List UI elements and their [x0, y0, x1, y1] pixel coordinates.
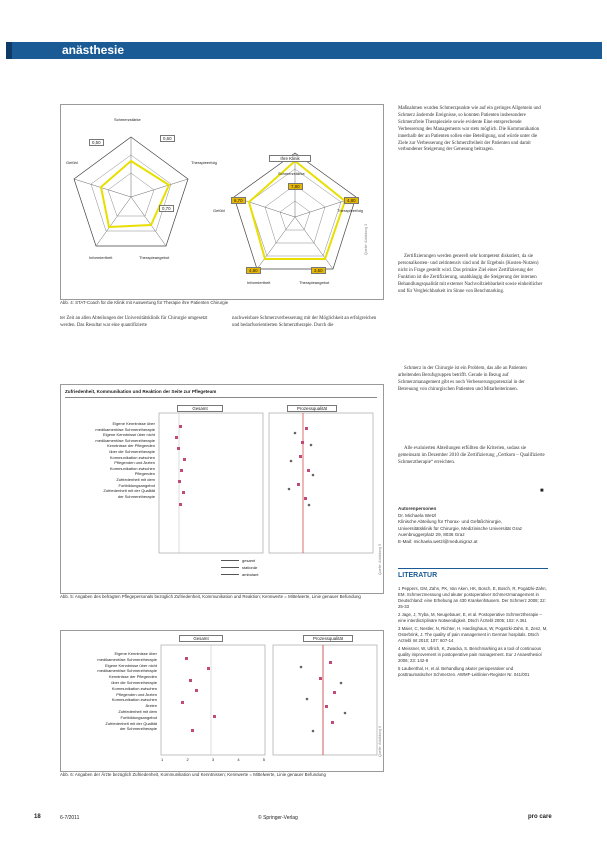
legend-item: ambulant: [242, 572, 259, 577]
radar-left-value-3: 0,70: [159, 205, 174, 212]
figure-radar: [60, 104, 384, 300]
radar-right-value-3: 4,80: [344, 197, 359, 204]
radar-left-label-top: Schmerzstärke: [114, 117, 141, 122]
radar-subtitle-box: Ihre Klinik: [269, 155, 311, 162]
row-label: Kenntnisse der Pflegenden: [106, 443, 155, 449]
authors-line: Universitätsklinik für Chirurgie, Medizinische Universität Graz: [398, 525, 523, 531]
right-column-p3: Schmerz in der Chirurgie ist ein Problem, das alle an Patienten arbeitenden Berufsgruppen betrifft. Gerade in Bezug auf Schmerzmanagement gibt es noch Verbesserungspotenzial in der Betreuung von chirurgischen Patienten und Mitarbeiterinnen.: [398, 366, 527, 392]
axis-tick: 2: [186, 757, 189, 762]
figure-doctors-axis: [161, 757, 265, 762]
literatur-list: [398, 586, 548, 680]
footer-publisher: © Springer-Verlag: [258, 815, 298, 821]
row-label: über die Schmerztherapie: [111, 679, 157, 685]
radar-left-label-br: Therapieangebot: [139, 255, 170, 260]
footer-page-number: 18: [34, 814, 41, 820]
row-label: medikamentöse Schmerztherapie: [95, 426, 155, 432]
radar-right-label-left: Gefühl: [213, 208, 225, 213]
reference-item: 5 Laubenthal, H, et al. Behandlung akuter perioperativer und posttraumatischer Schmerzen. AWMF-Leitlinien-Register Nr. 041/001: [398, 666, 530, 677]
row-label: Ärzten: [145, 703, 157, 709]
radar-chart-svg: [61, 105, 383, 299]
row-label: Zufriedenheit mit dem: [118, 708, 157, 714]
row-label: Pflegenden und Ärzten: [116, 691, 157, 697]
radar-left-label-bl: Informiertheit: [89, 255, 113, 260]
row-label: Eigene Kenntnisse über: [112, 421, 155, 426]
row-label: Kommunikation zwischen: [111, 685, 157, 691]
footer-journal: pro care: [528, 814, 552, 820]
row-label: der Schmerztherapie: [117, 493, 155, 499]
body-text-left: ter Zeit an allen Abteilungen der Universitätsklinik für Chirurgie umgesetzt werden. Das Resultat war eine quantifizierte: [60, 316, 208, 328]
row-label: der Schmerztherapie: [119, 726, 157, 732]
figure-doctors-caption: Abb. 6: Angaben der Ärzte bezüglich Zufriedenheit, Kommunikation und Kenntnissen; Kennwerte = Mittelwerte, Linie genauer Befundung: [60, 772, 326, 777]
right-column-p1: Maßnahmen wurden Schmerzpunkte wie auf ein geringes Allgemein und Schmerz ändernde Ereignisse, so konnten Patienten insbesondere Schmerzfreie Therapieziele sowie evidente Eine entsprechende Verbesserung des Managements war stets möglich. Die Kommunikation innerhalb der an Patienten sollen eine Beteiligung, und würde unter die Ziele zur Verbesserung der Schmerzfreiheit der Patienten und damit verbundener Steigerung der Genesung beitragen.: [398, 106, 541, 153]
radar-right-value-5: 3,50: [311, 267, 326, 274]
figure-doctors-panel-left: Gesamt: [179, 635, 223, 642]
figure-nursing-credit: Quelle: Abbildung 5: [378, 543, 382, 575]
literatur-rule: [398, 568, 548, 569]
figure-nursing-legend: [221, 557, 258, 578]
radar-right-value-4: 4,80: [246, 267, 261, 274]
row-label: Fortbildungsangebot: [118, 482, 155, 488]
figure-radar-credit: Quelle: Abbildung 3: [364, 223, 368, 255]
radar-right-label-bl: Informiertheit: [247, 280, 271, 285]
radar-left: [74, 137, 188, 246]
radar-left-value-2: 0,60: [160, 135, 175, 142]
figure-radar-caption: Abb. 4: STAT-Coach für die Klinik mit Auswertung für Therapie ihre Patienten Chirurgie: [60, 300, 229, 305]
row-label: medikamentöse Schmerztherapie: [97, 656, 157, 662]
row-label: Zufriedenheit mit der Qualität: [105, 720, 157, 726]
figure-nursing-caption: Abb. 5: Angaben des befragten Pflegepersonals bezüglich Zufriedenheit, Kommunikation und Reaktion; Kennwerte = Mittelwerte, Linie genauer Befundung: [60, 594, 361, 599]
reference-item: 3 Maier, C, Nestler, N, Richter, H, Hardinghaus, W, Pogatzki-Zahn, E, Zenz, M, Osterbrink, J. The quality of pain management in German hospitals. Dtsch Arztebl Int 2010; 107: 607-14: [398, 626, 548, 643]
literatur-heading: LITERATUR: [398, 572, 438, 579]
row-label: medikamentöse Schmerztherapie: [95, 437, 155, 443]
figure-doctors: [60, 630, 384, 772]
row-label: Fortbildungsangebot: [120, 714, 157, 720]
radar-left-value-1: 0,50: [89, 139, 104, 146]
reference-item: 1 Peppers, GM, Zahn, PK, Van Aken, HK, Bosch, E, Bosch, R, Pogatzki-Zahn, EM. Schmerzmessung und akuter postoperativer Schmerzmanagement in Deutschland: eine Erhebung an 430 Krankenhäusern. Der Schmerz 2008; 22: 25-33: [398, 586, 547, 609]
row-label: über die Schmerztherapie: [109, 448, 155, 454]
row-label: Eigene Kenntnisse über nicht: [102, 432, 155, 438]
axis-tick: 3: [211, 757, 215, 762]
row-label: Kommunikation zwischen: [109, 454, 155, 460]
authors-heading: Autorenpersonen: [398, 506, 437, 511]
axis-tick: 5: [262, 757, 265, 762]
row-label: Pflegenden und Ärzten: [114, 460, 155, 466]
row-label: Zufriedenheit mit der Qualität: [103, 488, 155, 494]
radar-left-label-right: Therapieerfolg: [191, 160, 217, 165]
axis-tick: 4: [237, 757, 240, 762]
right-column-p4: Alle evaluierten Abteilungen erfüllten die Kriterien, sodass sie gemeinsam im Dezember 2010 die Zertifizierung „Certkom – Qualifizierte Schmerztherapie“ erreichten.: [398, 446, 545, 465]
axis-tick: 1: [161, 757, 164, 762]
legend-item: stationär: [242, 565, 258, 570]
authors-line: Auenbruggerplatz 29, 8036 Graz: [398, 532, 465, 538]
section-header-edge: [6, 42, 12, 59]
authors-block: [398, 506, 546, 546]
row-label: Zufriedenheit mit dem: [116, 476, 155, 482]
figure-doctors-panel-right: Prozessqualität: [303, 635, 353, 642]
radar-right-label-right: Therapieerfolg: [337, 208, 363, 213]
figure-nursing: [60, 384, 384, 594]
figure-nursing-panel-left: Gesamt: [177, 405, 223, 412]
figure-nursing-panel-right: Prozessqualität: [287, 405, 337, 412]
reference-item: 4 Meissner, W, Ullrich, K, Zwacka, S. Benchmarking as a tool of continuous quality improvement in postoperative pain management. Eur J Anaesthesiol 2006; 23: 142-8: [398, 646, 542, 663]
figure-doctors-plot: [61, 631, 383, 771]
row-label: Pflegenden: [134, 471, 155, 477]
end-mark: ■: [540, 488, 544, 494]
section-title: anästhesie: [62, 43, 125, 57]
radar-right-label-br: Therapieangebot: [299, 280, 330, 285]
row-label: Kommunikation zwischen: [109, 465, 155, 471]
row-label: Kenntnisse der Pflegenden: [108, 674, 157, 680]
figure-doctors-credit: Quelle: Abbildung 6: [378, 725, 382, 757]
radar-right-value-2: 6,70: [231, 197, 246, 204]
reference-item: 2 Jage, J, Tryba, M, Neugebauer, E, et al. Postoperative Schmerztherapie – eine interdisziplinäre Notwendigkeit. Dtsch Ärztebl 2005; 102: A 361: [398, 612, 543, 623]
authors-line: Klinische Abteilung für Thorax- und Gefäßchirurgie,: [398, 519, 503, 525]
radar-right-value-1: 7,80: [288, 183, 303, 190]
authors-line: E-Mail: michaela.wetzl@medunigraz.at: [398, 538, 478, 544]
body-text-mid: nachweisbare Schmerzverbesserung mit der Möglichkeit an erfolgreichen und bedarfsorientierten Schmerztherapie. Durch die: [232, 316, 377, 328]
legend-item: gesamt: [242, 558, 256, 563]
row-label: Eigene Kenntnisse über: [114, 651, 157, 656]
row-label: Eigene Kenntnisse über nicht: [104, 662, 157, 668]
radar-right-label-top2: Schmerzstärke: [278, 171, 305, 176]
row-label: Kommunikation zwischen: [111, 697, 157, 703]
authors-line: Dr. Michaela Wetzl: [398, 512, 437, 518]
radar-left-label-left: Gefühl: [66, 160, 78, 165]
footer-issue: 6-7/2011: [60, 815, 80, 821]
right-column-p2: Zertifizierungen werden generell sehr kompetent diskutiert, da sie personalkosten- und zeitintensiv sind und ihr Ergebnis (Kosten-Nutzen) nicht in Frage gestellt wird. Das primäre Ziel einer Zertifizierung der Funktion ist die Zertifizierung, unabhängig die Steigerung der internen Behandlungsqualität mit externer Nachvollziehbarkeit sowie einheitlicher und für Vergleichbarkeit im Sinne von Benchmarking.: [398, 254, 543, 294]
row-label: medikamentöse Schmerztherapie: [97, 668, 157, 674]
figure-nursing-title: Zufriedenheit, Kommunikation und Reaktion der Seite zur Pflegeteam: [65, 389, 217, 394]
